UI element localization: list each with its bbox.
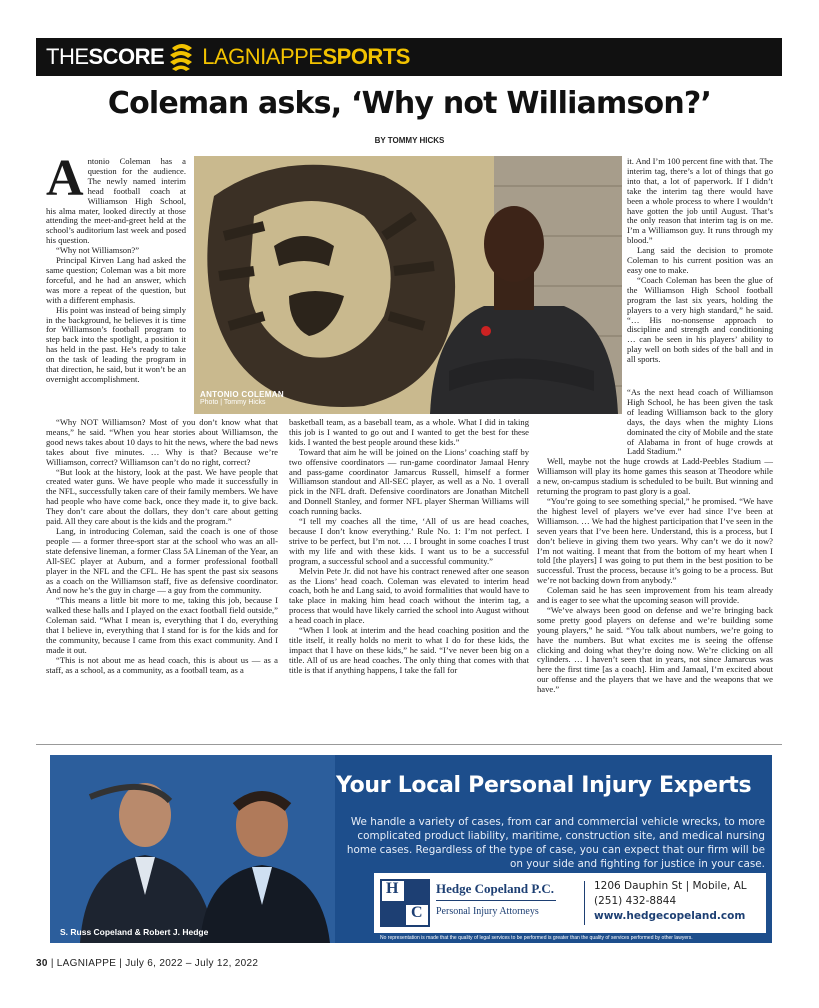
article-paragraph: “We’ve always been good on defense and we’re bringing back some pretty good players on defense and we’re building some young players,” he said. “You talk about numbers, we’re going to have the numbers. But what excites me is seeing the offense clicking and doing what they’re doing now. We’re clicking on all cylinders. … I haven’t seen that in years, not since Jamarcus was here the first time [as a coach]. Him and Jamaal, I’m excited about our offense and the players that we have and the weapons that we have.” (537, 604, 773, 695)
logo-letter-c: C (411, 904, 423, 921)
firm-phone[interactable]: (251) 432-8844 (594, 895, 677, 907)
publication-name: LAGNIAPPE (56, 958, 117, 969)
article-column-1-bottom (46, 418, 278, 676)
lion-mural-image (194, 156, 622, 414)
issue-dates: July 6, 2022 – July 12, 2022 (125, 958, 259, 969)
photo-credit: Photo | Tommy Hicks (200, 399, 266, 406)
article-paragraph: “This is not about me as head coach, this is about us — as a staff, as a school, as a community, as a football team, as a (46, 654, 278, 675)
logo-letter-h: H (386, 880, 399, 897)
ad-body-text: We handle a variety of cases, from car and commercial vehicle wrecks, to more complicated product liability, maritime, construction site, and medical nursing home cases. Regardless of the type of case, you can expect that our firm will be on your side and fighting for justice in your case. (346, 816, 765, 870)
article-paragraph: Lang, in introducing Coleman, said the coach is one of those people — a former three-sport star at the school who was an all-state defensive lineman, a former Class 5A Lineman of the Year, an All-SEC player at Auburn, and a former professional football player in the NFL and the CFL. He has spent the past six seasons as a coach on the Williamson staff, five as defensive coordinator. And now he’s the guy in charge — a guy from the community. (46, 525, 278, 596)
photo-subject-name: ANTONIO COLEMAN (200, 390, 284, 399)
article-paragraph: Coleman said he has seen improvement from his team already and is eager to see what the upcoming season will provide. (537, 585, 773, 606)
ad-divider (36, 744, 782, 745)
firm-website-link[interactable]: www.hedgecopeland.com (594, 910, 746, 922)
article-column-3-bottom (537, 388, 773, 695)
photo-caption (200, 390, 284, 406)
score-swoosh-icon (168, 42, 194, 72)
article-paragraph: Antonio Coleman has a question for the audience. The newly named interim head football coach at Williamson High School, his alma mater, looked directly at those attending the meet-and-greet held at the school’s auditorium last week and posed his question. (46, 150, 186, 246)
article-paragraph: “Coach Coleman has been the glue of the Williamson High School football program the last six years, holding the players to a very high standard,” he said. “… His no-nonsense approach to discipline and strength and conditioning … can be seen in his players’ ability to play well on both sides of the ball and in all sports. (627, 274, 773, 365)
article-paragraph: “As the next head coach of Williamson High School, he has been given the task of leading Williamson back to the glory days, the days when the mighty Lions dominated the city of Mobile and the state of Alabama in front of huge crowds at Ladd Stadium.” (627, 387, 773, 457)
article-paragraph: “But look at the history, look at the past. We have people that created water guns. We have people who made it successfully in the NFL, successfully taken care of their family members. We have had people who have come back, once they made it, to give back. They don’t care about the dollars, they don’t care about getting paid. All they care about is the kids and the program.” (46, 466, 278, 527)
article-paragraph: “You’re going to see something special,” he promised. “We have the highest level of players we’ve ever had since I’ve been at Williamson. … We had the highest participation that I’ve seen in the seven years that I’ve been here. Understand, this is a process, but I don’t believe in giving them two years. Why can’t we do it now? I’m not waiting. I meant that from the bottom of my heart when I told [the players] I was going to put them in the best position to be successful. Trust the process, because it’s going to be a process. But we’re not backing down from anybody.” (537, 495, 773, 586)
ad-disclaimer: No representation is made that the quality of legal services to be performed is greater than the quality of services performed by other lawyers. (380, 935, 693, 941)
article-paragraph: Melvin Pete Jr. did not have his contract renewed after one season as the Lions’ head coach. Coleman was elevated to interim head coach, both he and Lang said, to avoid formalities that would have to take place in making him head coach without the interim tag, a process that would have likely carried the school into August without a head coach in place. (289, 565, 529, 626)
article-paragraph: “When I look at interim and the head coaching position and the title itself, it really holds no merit to what I do for these kids, the impact that I have on these kids,” he said. “I’ve never been big on a title. All of us are head coaches. The only thing that comes with that title is that if anything happens, I take the fall for (289, 625, 529, 675)
article-paragraph: “This means a little bit more to me, taking this job, because I walked these halls and I played on the exact football field outside,” Coleman said. “What I mean is, everything that I do, everything that I believe in, everything that I stand for is for the kids and for the community, because I came from this exact community. And I made it out. (46, 595, 278, 655)
article-headline: Coleman asks, ‘Why not Williamson?’ (107, 86, 712, 121)
article-paragraph: Toward that aim he will be joined on the Lions’ coaching staff by two offensive coordinators — run-game coordinator Jamaal Henry and pass-game coordinator Jamarcus Russell, himself a former Williamson standout and All-SEC player, as well as a No. 1 overall pick in the NFL draft. Defensive coordinators are Jonathan Mitchell and Donnell Stanley, and former NFL player Sherman Williams will coach running backs. (289, 446, 529, 517)
section-lagniappe: LAGNIAPPE (202, 44, 323, 69)
page-number: 30 (36, 958, 48, 969)
ad-photo-caption: S. Russ Copeland & Robert J. Hedge (60, 927, 209, 937)
ad-attorneys-photo (50, 755, 335, 943)
section-score: SCORE (88, 44, 165, 69)
article-paragraph: His point was instead of being simply in the background, he believes it is time for Williamson’s football program to step back into the spotlight, a position it has held in the past. He’s ready to take on the task of leading the program in that direction, he said, but it won’t be an overnight accomplishment. (46, 304, 186, 384)
firm-address: 1206 Dauphin St | Mobile, AL (594, 880, 747, 892)
advertisement[interactable] (50, 755, 772, 943)
firm-contact-card (374, 873, 766, 933)
article-byline: BY TOMMY HICKS (374, 136, 445, 145)
article-column-2 (289, 418, 529, 676)
page-footer: 30 | LAGNIAPPE | July 6, 2022 – July 12, 2022 (36, 958, 259, 969)
section-header-bar (36, 38, 782, 76)
article-paragraph: Lang said the decision to promote Coleman to his current position was an easy one to make. (627, 245, 773, 275)
article-paragraph: it. And I’m 100 percent fine with that. The interim tag, there’s a lot of things that go into that, a lot of paperwork. If I didn’t take the interim tag there would have been a whole process to where I wouldn’t have gotten the job until August. That’s the only reason that interim tag is on me. I’m a Williamson guy. It runs through my blood.” (627, 156, 773, 246)
article-paragraph: Well, maybe not the huge crowds at Ladd-Peebles Stadium — Williamson will play its home games this season at Theodore while a new, on-campus stadium is scheduled to be built. But winning and returning the program to past glory is a goal. (537, 456, 773, 497)
article-column-3-top (627, 157, 773, 365)
article-paragraph: “I tell my coaches all the time, ‘All of us are head coaches, because I don’t know everything.’ Rule No. 1: I’m not perfect. I strive to be perfect, but I’m not. … I brought in some coaches I trust with my life and with these kids. I want us to be a successful program, a successful school and a successful community.” (289, 516, 529, 566)
article-paragraph: basketball team, as a baseball team, as a whole. What I did in taking this job is I wanted to go out and I wanted to get the best for these kids. I wanted the best people around these kids.” (289, 417, 529, 447)
article-paragraph: “Why NOT Williamson? Most of you don’t know what that means,” he said. “When you hear stories about Williamson, the good news takes about 10 days to hit the news, where the bad news takes about five minutes. … Why is that? Because we’re Williamson, correct? Williamson can’t do no right, correct? (46, 417, 278, 467)
section-sports: SPORTS (322, 44, 410, 69)
card-divider (584, 881, 585, 925)
firm-name: Hedge Copeland P.C. (436, 881, 554, 896)
firm-subtitle: Personal Injury Attorneys (436, 906, 539, 917)
article-photo (194, 156, 622, 414)
article-paragraph: Principal Kirven Lang had asked the same question; Coleman was a bit more forceful, and he had an answer, which was more a repeat of the question, but with a different emphasis. (46, 255, 186, 305)
firm-name-underline (436, 900, 556, 901)
article-paragraph: “Why not Williamson?” (56, 245, 140, 256)
ad-title: Your Local Personal Injury Experts (336, 773, 752, 798)
article-column-1-top (46, 150, 186, 385)
firm-address-block (594, 879, 747, 924)
drop-cap: A (46, 150, 84, 207)
section-the: THE (46, 44, 89, 69)
